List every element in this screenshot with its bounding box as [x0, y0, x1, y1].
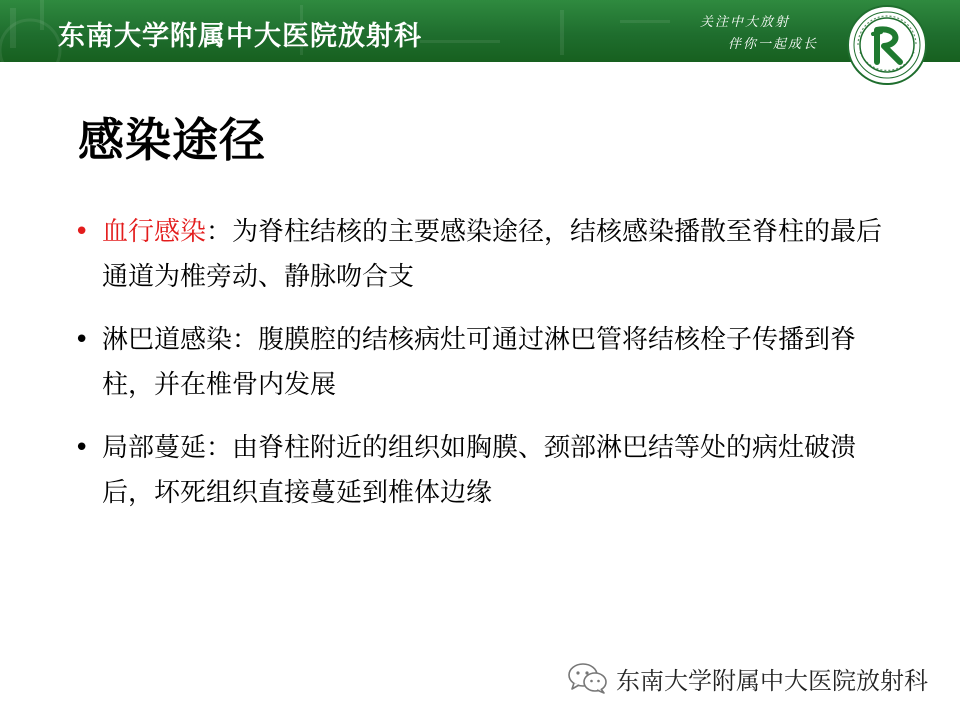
bullet-text: 局部蔓延：由脊柱附近的组织如胸膜、颈部淋巴结等处的病灶破溃后，坏死组织直接蔓延到椎体边缘	[102, 433, 857, 508]
bullet-dot: •	[74, 433, 90, 463]
bullet-dot: •	[74, 325, 90, 355]
bullet-item-hematogenous	[74, 210, 904, 300]
bullet-highlight: 血行感染	[102, 217, 207, 247]
watermark-text: 东南大学附属中大医院放射科	[616, 666, 928, 695]
slogan-line-2: 伴你一起成长	[728, 37, 819, 52]
bullet-text: ：为脊柱结核的主要感染途径，结核感染播散至脊柱的最后通道为椎旁动、静脉吻合支	[102, 217, 883, 292]
bullet-text: 淋巴道感染：腹膜腔的结核病灶可通过淋巴管将结核栓子传播到脊柱，并在椎骨内发展	[102, 325, 857, 400]
watermark	[566, 660, 928, 696]
slide-title: 感染途径	[78, 113, 266, 167]
bullet-dot: •	[74, 217, 90, 247]
hospital-radiology-seal-icon	[846, 4, 928, 86]
wechat-icon	[566, 661, 610, 695]
header-banner	[0, 0, 960, 62]
bullet-item-lymphatic	[74, 318, 904, 408]
header-slogan	[700, 12, 830, 56]
bullet-list	[74, 210, 904, 534]
header-title: 东南大学附属中大医院放射科	[58, 21, 422, 52]
bullet-item-local-spread	[74, 426, 904, 516]
slogan-line-1: 关注中大放射	[700, 15, 791, 30]
